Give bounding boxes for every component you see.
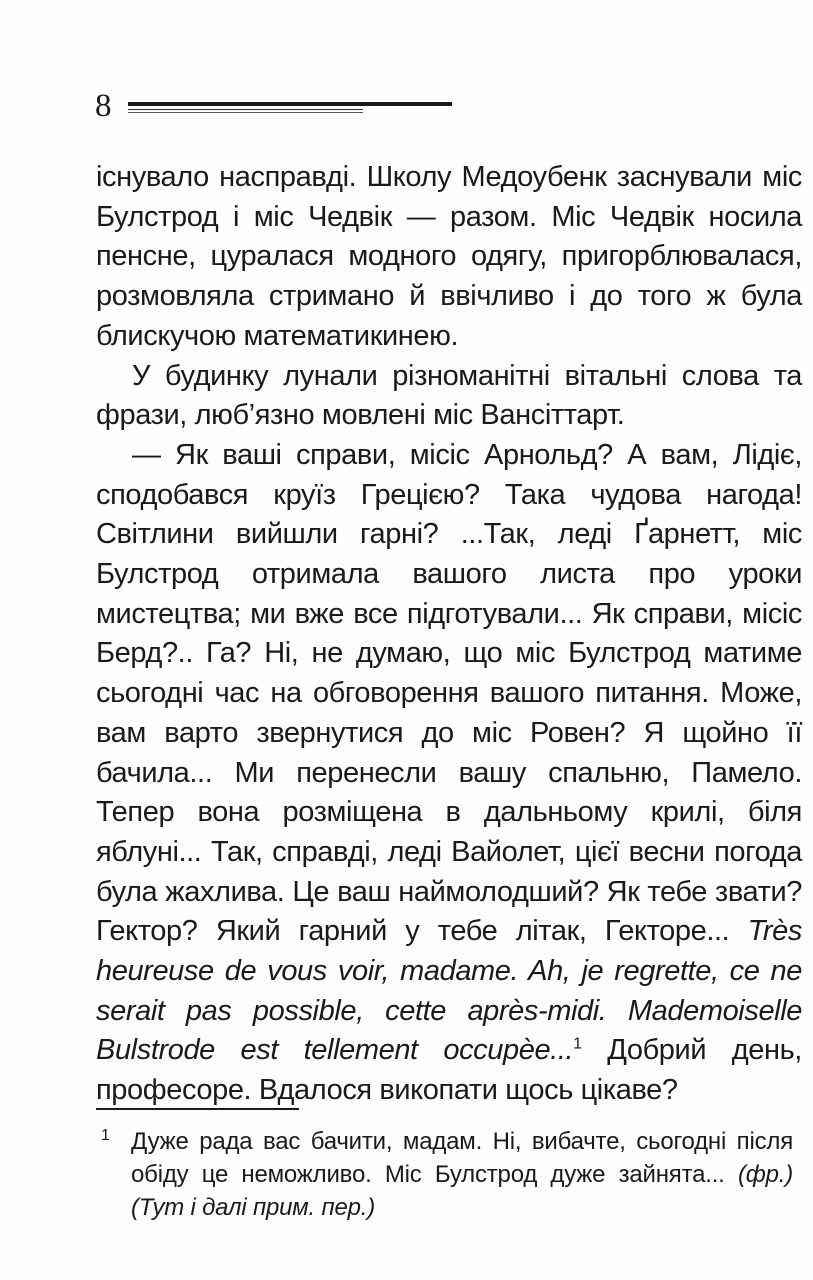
footnote-note: (Тут і далі прим. пер.) <box>131 1194 376 1221</box>
paragraph-1: існувало насправді. Школу Медоубенк заснували міс Булстрод і міс Чедвік — разом. Міс Чедвік носила пенсне, цуралася модного одягу, пригорблювалася, розмовляла стримано й ввічливо і до того ж була блискучою математикинею. <box>96 161 802 352</box>
paragraph-3 <box>96 436 802 1111</box>
footnote-number: 1 <box>101 1127 110 1144</box>
footnote-divider <box>96 1108 299 1110</box>
dialogue-end: Добрий день, професоре. Вдалося викопати щось цікаве? <box>96 1034 802 1107</box>
main-text <box>96 158 802 1111</box>
page-number: 8 <box>95 88 112 124</box>
footnote-translation: Дуже рада вас бачити, мадам. Ні, вибачте, сьогодні після обіду це неможливо. Міс Булстрод дуже зайнята... <box>131 1128 793 1188</box>
footnote-lang: (фр.) <box>737 1161 794 1188</box>
footnote-reference[interactable]: 1 <box>573 1035 582 1053</box>
paragraph-2: У будинку лунали різноманітні вітальні слова та фрази, люб’язно мовлені міс Вансіттарт. <box>96 359 802 432</box>
header-rule <box>128 102 452 116</box>
french-quote: Très heureuse de vous voir, madame. Ah, je regrette, ce ne serait pas possible, cette après-midi. Mademoiselle Bulstrode est tellement occupèe... <box>96 915 802 1067</box>
dialogue-text: — Як ваші справи, місіс Арнольд? А вам, Лідіє, сподобався круїз Грецією? Така чудова нагода! Світлини вийшли гарні? ...Так, леді Ґарнетт, міс Булстрод отримала вашого листа про уроки мистецтва; ми вже все підготували... Як справи, місіс Берд?.. Га? Ні, не думаю, що міс Булстрод матиме сьогодні час на обговорення вашого питання. Може, вам варто звернутися до міс Ровен? Я щойно її бачила... Ми перенесли вашу спальню, Памело. Тепер вона розміщена в дальньому крилі, біля яблуні... Так, справді, леді Вайолет, цієї весни погода була жахлива. Це ваш наймолодший? Як тебе звати? Гектор? Який гарний у тебе літак, Гекторе... <box>96 438 802 948</box>
footnote-text <box>131 1125 793 1224</box>
